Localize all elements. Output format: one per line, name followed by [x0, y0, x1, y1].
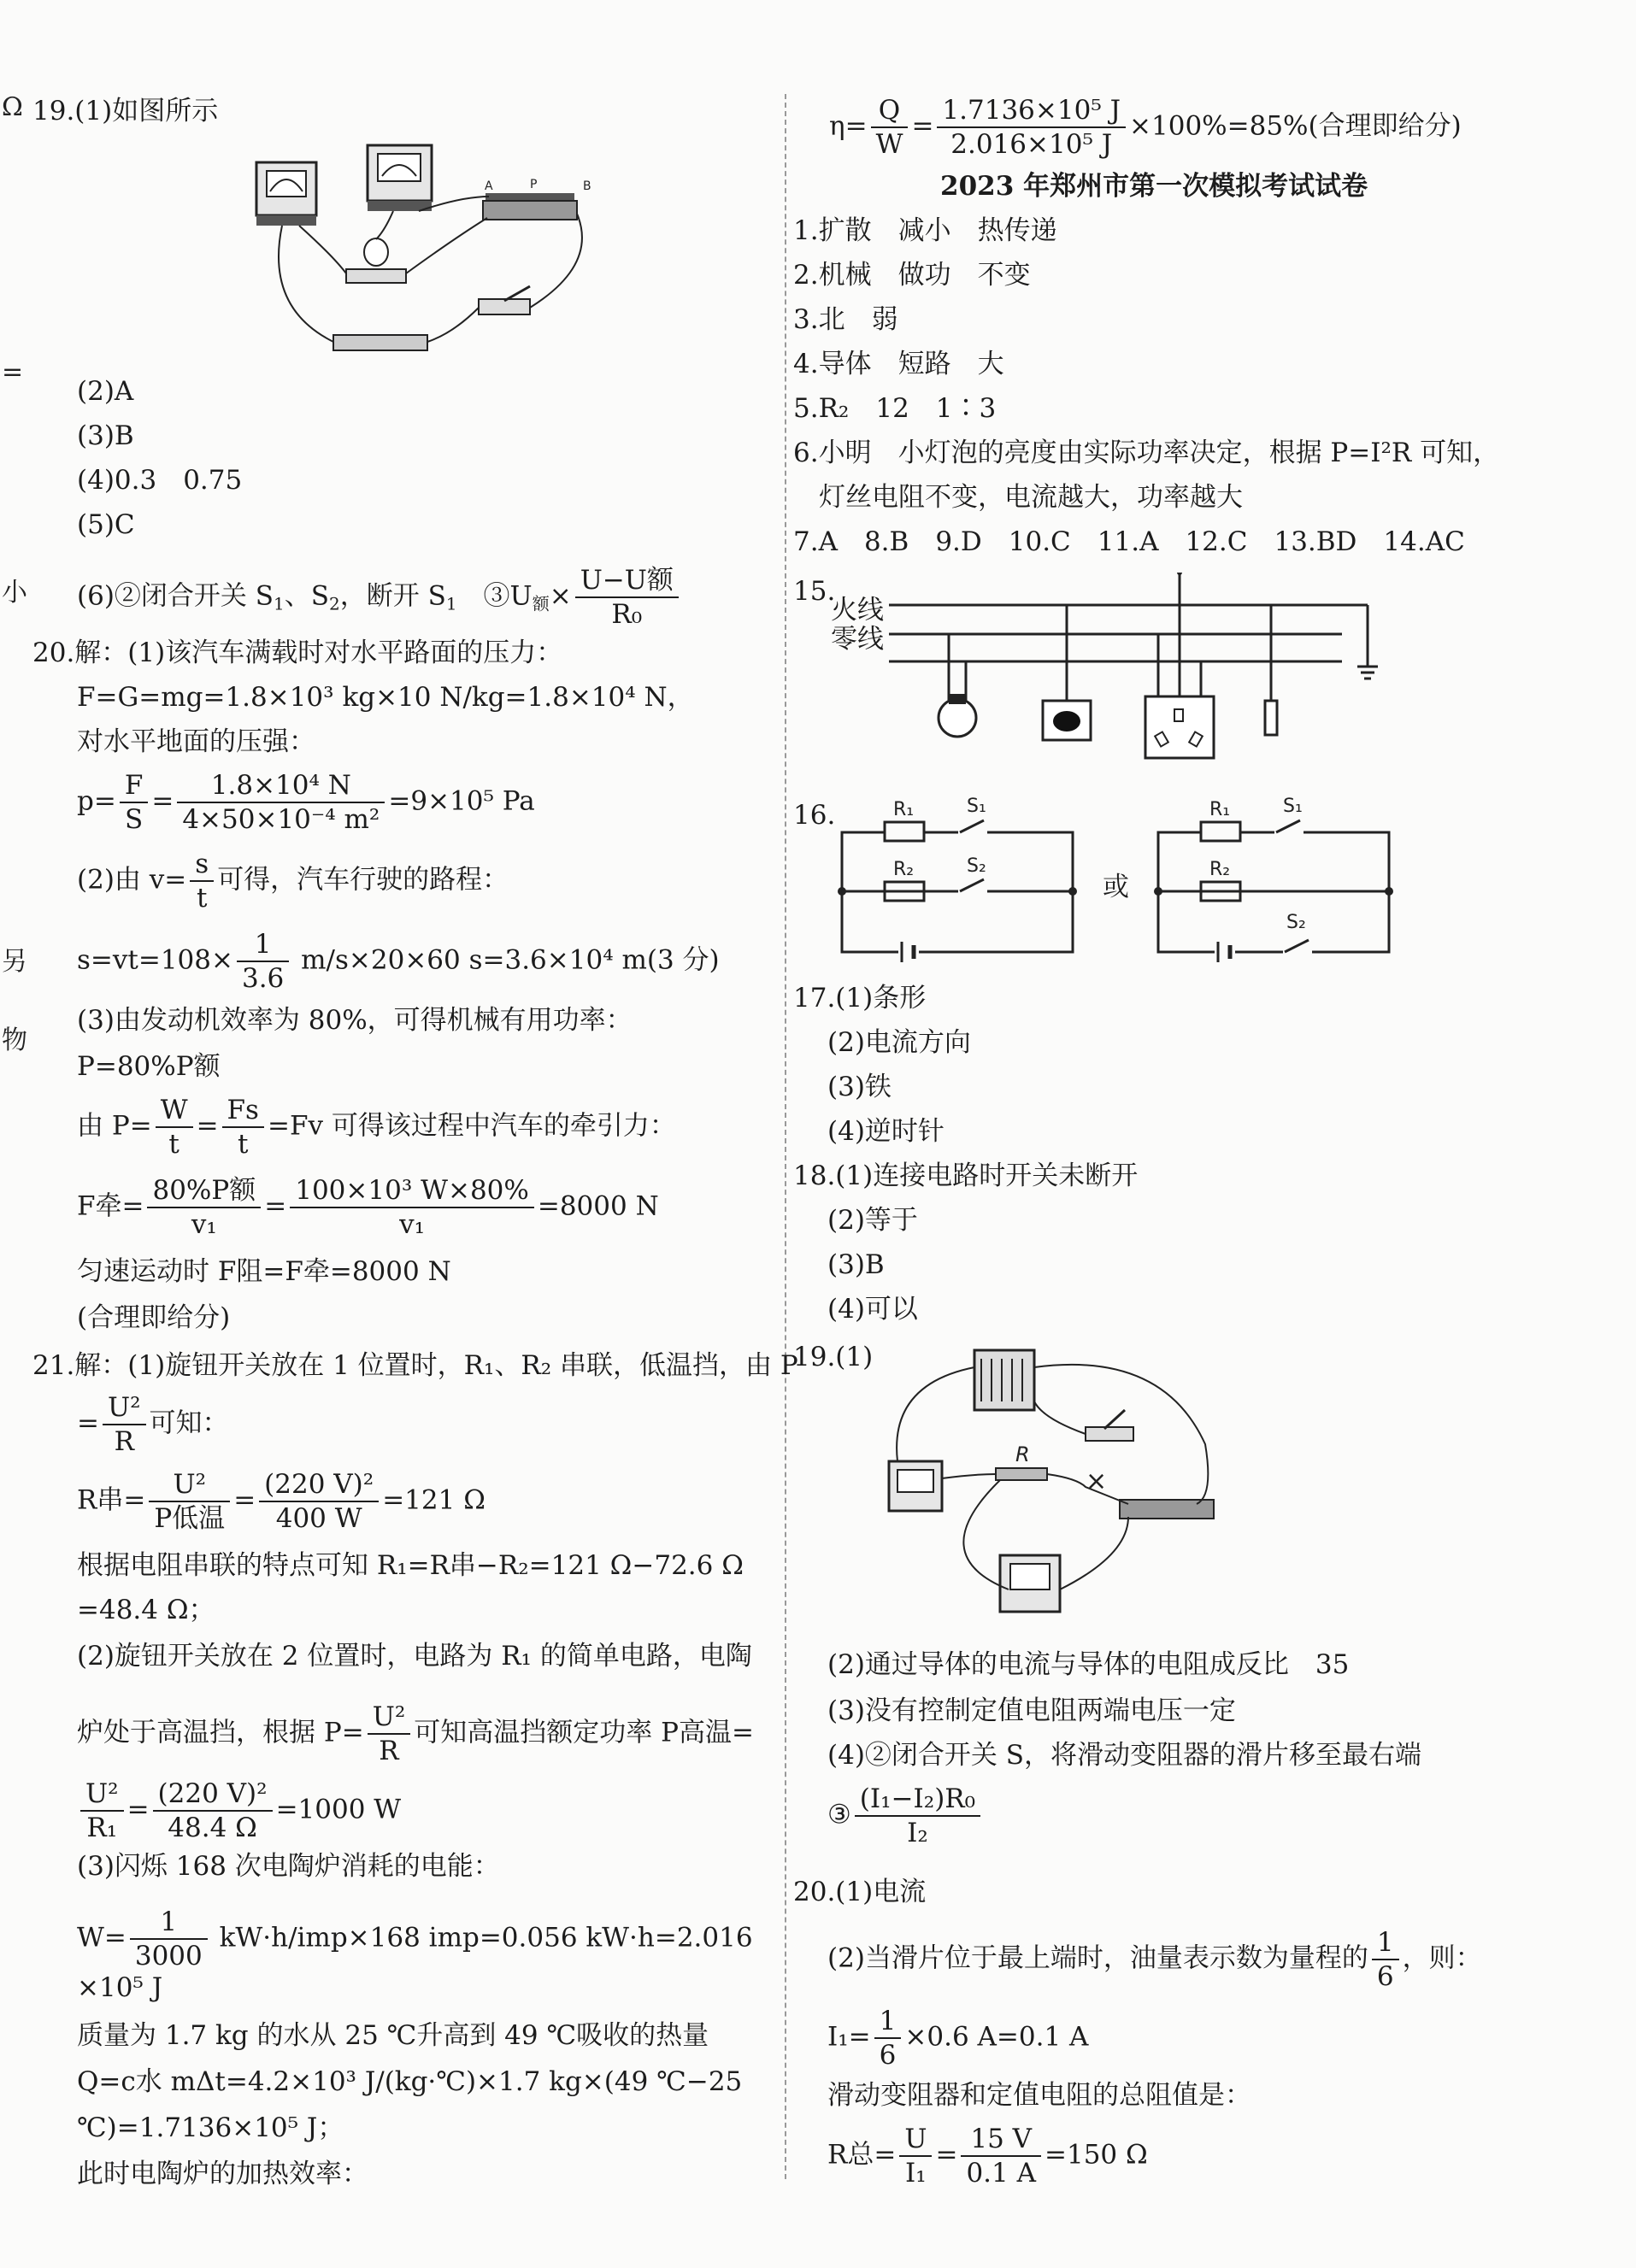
fraction [80, 1777, 124, 1844]
answer-20-5 [827, 2123, 1148, 2189]
answer-17-2: (2)电流方向 [827, 1027, 971, 1058]
q20-line-2: F=G=mg=1.8×10³ kg×10 N/kg=1.8×10⁴ N， [77, 682, 694, 713]
q19-6-sub: 额 [532, 593, 550, 614]
fraction [237, 928, 289, 995]
answer-15-label: 15. [793, 576, 836, 607]
answer-6-line-1: 6.小明 小灯泡的亮度由实际功率决定，根据 P=I²R 可知， [793, 438, 1500, 468]
text: (2)由 v= [77, 864, 187, 896]
answer-19-3: (3)没有控制定值电阻两端电压一定 [827, 1695, 1236, 1726]
frac-num: W [156, 1094, 193, 1128]
frac-den: 0.1 A [966, 2158, 1036, 2189]
fraction [899, 2123, 932, 2189]
text: = [264, 1190, 287, 1222]
answer-1: 1.扩散 减小 热传递 [793, 215, 1057, 246]
fraction [103, 1391, 146, 1458]
edge-char: = [2, 357, 24, 387]
fraction [147, 1174, 261, 1241]
q20-line-11: (合理即给分) [77, 1302, 231, 1333]
frac-den: t [168, 1129, 179, 1160]
q21-line-1: 21.解：(1)旋钮开关放在 1 位置时，R₁、R₂ 串联，低温挡，由 P [32, 1350, 798, 1381]
fraction [156, 1094, 193, 1160]
frac-num: 1.7136×10⁵ J [937, 94, 1126, 128]
frac-num: U [899, 2123, 932, 2157]
text: 可知高温挡额定功率 P高温= [414, 1717, 754, 1748]
r-label: R [1015, 1442, 1030, 1466]
frac-num: (220 V)² [153, 1777, 273, 1812]
answer-5: 5.R₂ 12 1∶3 [793, 393, 997, 424]
text: kW·h/imp×168 imp=0.056 kW·h=2.016 [210, 1922, 753, 1954]
q19-6-text: (6)②闭合开关 S [77, 580, 274, 612]
answer-4: 4.导体 短路 大 [793, 349, 1004, 379]
frac-num: F [120, 769, 149, 803]
text: W= [77, 1922, 127, 1954]
frac-num: (I₁−I₂)R₀ [855, 1783, 980, 1817]
answer-17-4: (4)逆时针 [827, 1116, 945, 1147]
frac-num: 100×10³ W×80% [290, 1174, 534, 1208]
text: = [196, 1110, 219, 1142]
q21-line-7 [77, 1701, 754, 1767]
frac-den: 48.4 Ω [168, 1813, 257, 1843]
edge-char: 另 [2, 947, 27, 977]
frac-num: U² [80, 1777, 124, 1812]
q20-line-1: 20.解：(1)该汽车满载时对水平路面的压力： [32, 638, 563, 668]
frac-den: v₁ [191, 1209, 217, 1240]
q19-experiment-figure [872, 1333, 1231, 1632]
text: = [151, 785, 174, 817]
answer-18-2: (2)等于 [827, 1205, 918, 1236]
fraction [368, 1701, 411, 1767]
frac-num: (220 V)² [259, 1468, 379, 1502]
frac-den: P低温 [154, 1503, 226, 1534]
frac-num: U−U额 [575, 564, 679, 598]
text: = [127, 1794, 150, 1825]
q20-line-5 [77, 928, 720, 995]
fraction [130, 1906, 208, 1972]
frac-den: W [875, 129, 903, 160]
s1-label: S₁ [967, 796, 986, 817]
text: 可得，汽车行驶的路程： [217, 864, 509, 896]
q19-item-5: (5)C [77, 509, 135, 540]
q20-line-10: 匀速运动时 F阻=F牵=8000 N [77, 1256, 451, 1287]
circuit-16a [833, 786, 1090, 966]
fraction [177, 769, 385, 836]
fraction [961, 2123, 1041, 2189]
fraction [874, 2005, 902, 2071]
frac-den: t [238, 1129, 249, 1160]
efficiency-formula [829, 94, 1462, 161]
frac-num: U² [103, 1391, 146, 1425]
answer-17-1: 17.(1)条形 [793, 983, 927, 1014]
label-P: P [530, 178, 538, 191]
fraction [153, 1777, 273, 1844]
fraction [120, 769, 149, 836]
answer-19-5 [827, 1783, 984, 1849]
q19-item-6: (6)②闭合开关 $S_1$、$S_2$，断开 $S_1$ $③U_额\times$ $\frac{\text{U−U额}}{\text{R₀}}$ [77, 564, 682, 631]
fraction [290, 1174, 534, 1241]
answer-20-2 [827, 1926, 1482, 1993]
q21-line-13: Q=c水 mΔt=4.2×10³ J/(kg·℃)×1.7 kg×(49 ℃−25 [77, 2066, 743, 2097]
q21-line-5: =48.4 Ω； [77, 1595, 215, 1625]
q20-line-8 [77, 1094, 676, 1160]
frac-den: 6 [1376, 1961, 1394, 1992]
frac-num: 1 [1372, 1926, 1399, 1960]
frac-den: R₁ [86, 1813, 118, 1843]
wiring-diagram [889, 573, 1402, 786]
q19-heading: 19.(1)如图所示 [32, 96, 219, 126]
text: ×0.6 A=0.1 A [904, 2021, 1089, 2053]
fire-wire-label: 火线 [831, 595, 884, 626]
text: 炉处于高温挡，根据 P= [77, 1717, 364, 1748]
text: =Fv 可得该过程中汽车的牵引力： [267, 1110, 676, 1142]
q20-line-7: P=80%P额 [77, 1051, 221, 1082]
frac-num: U² [149, 1468, 230, 1502]
fraction [190, 848, 214, 914]
answer-16-label: 16. [793, 800, 836, 831]
frac-den: 6 [879, 2040, 897, 2071]
text: =8000 N [537, 1190, 659, 1222]
frac-num: 80%P额 [147, 1174, 261, 1208]
q21-line-15: 此时电陶炉的加热效率： [77, 2159, 368, 2189]
text: (2)当滑片位于最上端时，油量表示数为量程的 [827, 1942, 1368, 1974]
fraction [871, 94, 909, 161]
fraction [259, 1468, 379, 1535]
frac-num: 1 [237, 928, 289, 962]
q21-line-3 [77, 1468, 486, 1535]
answer-19-2: (2)通过导体的电流与导体的电阻成反比 35 [827, 1649, 1350, 1680]
r1-label: R₁ [893, 799, 915, 820]
text: = [911, 110, 934, 142]
text: ×100%=85%(合理即给分) [1129, 110, 1462, 142]
q21-line-4: 根据电阻串联的特点可知 R₁=R串−R₂=121 Ω−72.6 Ω [77, 1550, 744, 1581]
text: = [935, 2139, 958, 2171]
text: =150 Ω [1045, 2139, 1148, 2171]
s2-label: S₂ [967, 855, 986, 877]
answer-18-4: (4)可以 [827, 1294, 918, 1325]
answer-2: 2.机械 做功 不变 [793, 260, 1031, 291]
frac-num: 15 V [961, 2123, 1041, 2157]
answer-20-1: 20.(1)电流 [793, 1877, 927, 1907]
exam-title: 2023 年郑州市第一次模拟考试试卷 [940, 171, 1368, 202]
text: = [77, 1407, 99, 1439]
frac-den: v₁ [399, 1209, 426, 1240]
text: m/s×20×60 s=3.6×10⁴ m(3 分) [292, 944, 720, 976]
answer-3: 3.北 弱 [793, 304, 898, 335]
text: ③ [827, 1799, 851, 1830]
q21-line-14: ℃)=1.7136×10⁵ J； [77, 2112, 344, 2143]
frac-den: 3.6 [241, 963, 285, 994]
frac-num: s [190, 848, 214, 882]
q19-6-text-b: 、S [284, 580, 329, 612]
svg-text:×: × [1086, 1466, 1108, 1496]
text: R总= [827, 2139, 897, 2171]
fraction [149, 1468, 230, 1535]
zero-wire-label: 零线 [831, 624, 884, 655]
q21-line-6: (2)旋钮开关放在 2 位置时，电路为 R₁ 的简单电路，电陶 [77, 1641, 752, 1672]
edge-char: 物 [2, 1025, 27, 1055]
text: s=vt=108× [77, 944, 233, 976]
circuit-16b [1150, 786, 1406, 966]
frac-num: 1 [130, 1906, 208, 1940]
label-B: B [583, 179, 591, 193]
s2-label: S₂ [1286, 912, 1306, 933]
or-label: 或 [1103, 872, 1129, 902]
text: R串= [77, 1484, 146, 1516]
text: F牵= [77, 1190, 144, 1222]
frac-den: 2.016×10⁵ J [950, 129, 1113, 160]
text: p= [77, 785, 116, 817]
q20-line-6: (3)由发动机效率为 80%，可得机械有用功率： [77, 1005, 633, 1036]
answer-20-4: 滑动变阻器和定值电阻的总阻值是： [827, 2080, 1251, 2111]
q19-6-times: × [549, 580, 572, 612]
text: ，则： [1402, 1942, 1482, 1974]
answer-18-1: 18.(1)连接电路时开关未断开 [793, 1160, 1139, 1191]
text: =9×10⁵ Pa [388, 785, 535, 817]
frac-den: I₁ [905, 2158, 927, 2189]
answer-19-label: 19.(1) [793, 1342, 874, 1372]
edge-char: 小 [2, 578, 27, 608]
q19-6-fraction [575, 564, 679, 631]
text: = [233, 1484, 256, 1516]
q21-line-12: 质量为 1.7 kg 的水从 25 ℃升高到 49 ℃吸收的热量 [77, 2020, 709, 2051]
fraction [222, 1094, 264, 1160]
frac-den: 4×50×10⁻⁴ m² [182, 804, 380, 835]
q21-line-9: (3)闪烁 168 次电陶炉消耗的电能： [77, 1851, 500, 1882]
q21-line-8 [77, 1777, 401, 1844]
q19-item-4: (4)0.3 0.75 [77, 465, 243, 496]
q21-line-10 [77, 1906, 753, 1972]
left-edge-fragments [0, 0, 27, 2268]
frac-den: 400 W [275, 1503, 362, 1534]
fraction [1372, 1926, 1399, 1993]
q19-6-text-c: ，断开 S [339, 580, 446, 612]
q20-pressure [77, 769, 535, 836]
fraction [855, 1783, 980, 1849]
answer-7-14: 7.A 8.B 9.D 10.C 11.A 12.C 13.BD 14.AC [793, 526, 1465, 557]
answer-18-3: (3)B [827, 1249, 885, 1280]
edge-char: Ω [2, 92, 23, 122]
frac-num: Q [871, 94, 909, 128]
answer-20-3 [827, 2005, 1088, 2071]
r1-label: R₁ [1209, 799, 1231, 820]
answer-6-line-2: 灯丝电阻不变，电流越大，功率越大 [819, 482, 1243, 513]
q21-line-11: ×10⁵ J [77, 1972, 163, 2003]
q20-line-3: 对水平地面的压强： [77, 726, 315, 757]
q20-line-9 [77, 1174, 659, 1241]
frac-den: S [124, 804, 144, 835]
frac-den: t [196, 883, 208, 914]
text: =121 Ω [382, 1484, 486, 1516]
frac-num: 1 [874, 2005, 902, 2039]
text: I₁= [827, 2021, 871, 2053]
text: 由 P= [77, 1110, 152, 1142]
text: =1000 W [275, 1794, 402, 1825]
fraction [937, 94, 1126, 161]
frac-den: I₂ [907, 1818, 928, 1848]
text: η= [829, 110, 868, 142]
frac-num: U² [368, 1701, 411, 1735]
column-divider [785, 94, 786, 2179]
frac-num: 1.8×10⁴ N [177, 769, 385, 803]
q19-circuit-figure [248, 137, 607, 367]
s1-label: S₁ [1283, 796, 1303, 817]
q19-item-2: (2)A [77, 376, 134, 407]
answer-17-3: (3)铁 [827, 1072, 892, 1102]
q19-item-3: (3)B [77, 420, 134, 451]
r2-label: R₂ [1209, 859, 1231, 880]
frac-den: 3000 [134, 1941, 203, 1971]
q19-6-text-d: ③U [456, 580, 533, 612]
q20-line-4 [77, 848, 509, 914]
frac-num: Fs [222, 1094, 264, 1128]
frac-den: R₀ [611, 599, 643, 630]
answer-19-4: (4)②闭合开关 S，将滑动变阻器的滑片移至最右端 [827, 1740, 1422, 1771]
frac-den: R [379, 1736, 399, 1766]
frac-den: R [114, 1426, 134, 1457]
text: 可知： [149, 1407, 229, 1439]
label-A: A [485, 179, 493, 193]
q21-line-2 [77, 1391, 229, 1458]
r2-label: R₂ [893, 859, 915, 880]
